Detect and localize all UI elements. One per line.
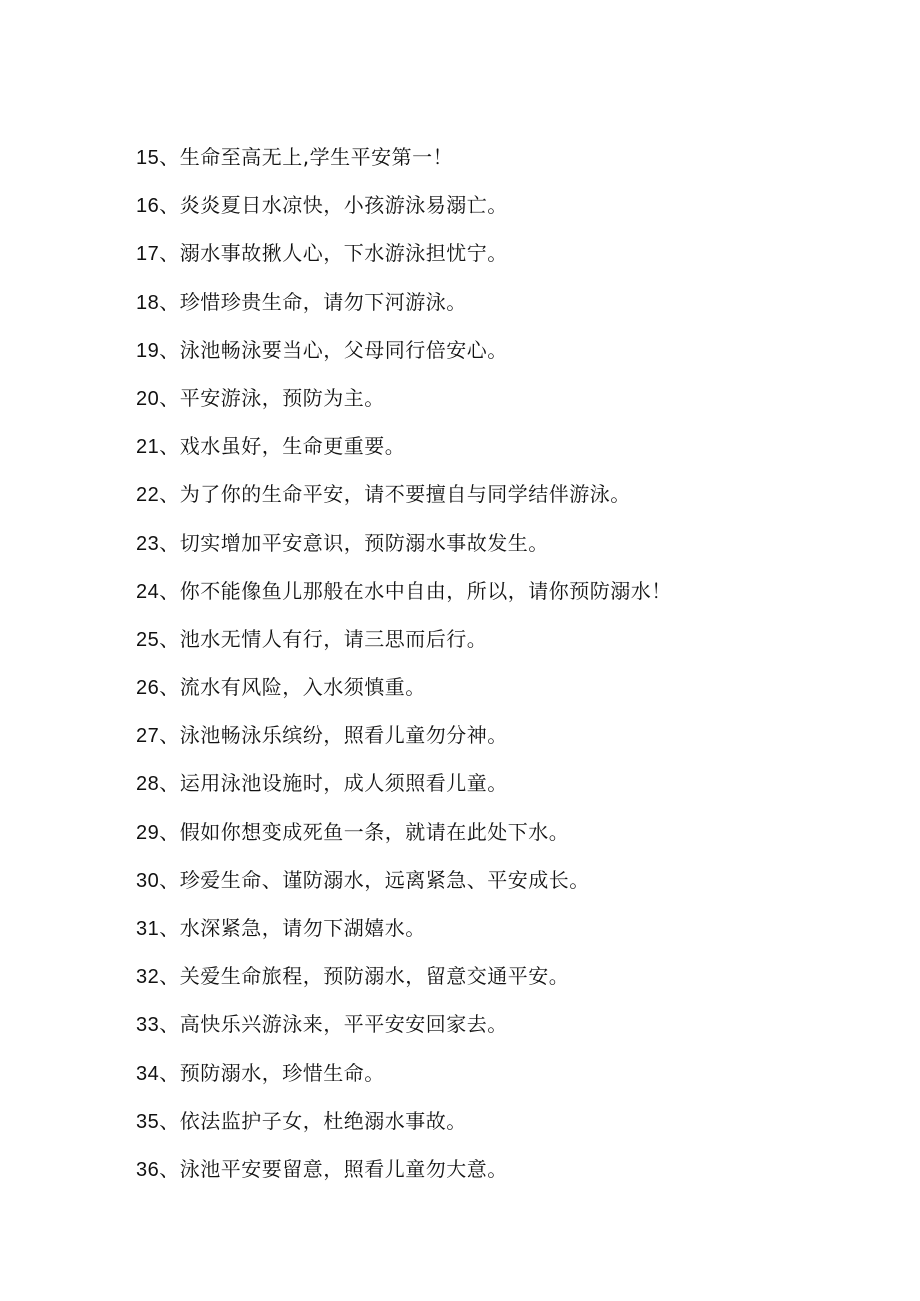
- item-text: 、池水无情人有行，请三思而后行。: [159, 626, 488, 651]
- list-item: [136, 479, 672, 527]
- item-number: 15: [136, 147, 160, 169]
- item-text: 、假如你想变成死鱼一条，就请在此处下水。: [159, 819, 570, 844]
- item-text: 、泳池平安要留意，照看儿童勿大意。: [159, 1156, 508, 1181]
- item-text: 、珍惜珍贵生命，请勿下河游泳。: [159, 289, 467, 314]
- item-number: 21: [136, 436, 160, 459]
- list-item: [136, 576, 672, 624]
- item-text: 、运用泳池设施时，成人须照看儿童。: [159, 771, 508, 796]
- item-text: 、关爱生命旅程，预防溺水，留意交通平安。: [159, 964, 570, 989]
- item-number: 26: [136, 677, 160, 700]
- item-number: 17: [136, 243, 160, 266]
- item-text: 、依法监护子女，杜绝溺水事故。: [159, 1108, 467, 1133]
- item-text: 、切实增加平安意识，预防溺水事故发生。: [159, 530, 549, 555]
- item-number: 36: [136, 1158, 160, 1181]
- list-item: [136, 865, 672, 913]
- item-text: 、预防溺水，珍惜生命。: [159, 1060, 385, 1085]
- list-item: [136, 1106, 672, 1154]
- item-text: 、高快乐兴游泳来，平平安安回家去。: [159, 1012, 508, 1037]
- list-item: [136, 335, 672, 383]
- item-text: 、水深紧急，请勿下湖嬉水。: [159, 916, 426, 940]
- list-item: [136, 768, 672, 816]
- list-item: [136, 720, 672, 768]
- item-number: 34: [136, 1062, 160, 1085]
- item-number: 33: [136, 1014, 160, 1037]
- item-number: 22: [136, 484, 160, 507]
- item-text: 、炎炎夏日水凉快，小孩游泳易溺亡。: [159, 193, 508, 218]
- list-item: [136, 190, 672, 238]
- slogan-list: [136, 142, 672, 1202]
- list-item: [136, 431, 672, 479]
- item-text: 、珍爱生命、谨防溺水，远离紧急、平安成长。: [159, 867, 590, 892]
- item-text: 、流水有风险，入水须慎重。: [159, 675, 426, 700]
- item-text: 、溺水事故揪人心，下水游泳担忧宁。: [159, 241, 508, 266]
- item-text: 、平安游泳，预防为主。: [159, 385, 385, 410]
- item-number: 25: [136, 628, 160, 651]
- list-item: [136, 672, 672, 720]
- list-item: [136, 817, 672, 865]
- list-item: [136, 624, 672, 672]
- item-number: 32: [136, 966, 160, 989]
- list-item: [136, 913, 672, 961]
- item-number: 24: [136, 580, 160, 603]
- item-number: 29: [136, 821, 160, 844]
- list-item: [136, 142, 672, 190]
- item-number: 19: [136, 339, 160, 362]
- list-item: [136, 383, 672, 431]
- item-number: 20: [136, 387, 160, 410]
- item-number: 31: [136, 918, 160, 940]
- item-text: 、生命至高无上,学生平安第一！: [159, 145, 454, 169]
- item-text: 、泳池畅泳乐缤纷，照看儿童勿分神。: [159, 723, 508, 748]
- item-text: 、戏水虽好，生命更重要。: [159, 434, 406, 459]
- list-item: [136, 528, 672, 576]
- list-item: [136, 1009, 672, 1057]
- list-item: [136, 238, 672, 286]
- item-number: 23: [136, 532, 160, 555]
- item-number: 18: [136, 291, 160, 314]
- item-text: 、你不能像鱼儿那般在水中自由，所以，请你预防溺水！: [159, 578, 672, 603]
- item-text: 、为了你的生命平安，请不要擅自与同学结伴游泳。: [159, 482, 631, 507]
- list-item: [136, 287, 672, 335]
- list-item: [136, 1154, 672, 1202]
- item-number: 35: [136, 1110, 160, 1133]
- item-text: 、泳池畅泳要当心，父母同行倍安心。: [159, 337, 508, 362]
- list-item: [136, 1058, 672, 1106]
- item-number: 30: [136, 869, 160, 892]
- item-number: 16: [136, 195, 160, 218]
- list-item: [136, 961, 672, 1009]
- item-number: 28: [136, 773, 160, 796]
- item-number: 27: [136, 725, 160, 748]
